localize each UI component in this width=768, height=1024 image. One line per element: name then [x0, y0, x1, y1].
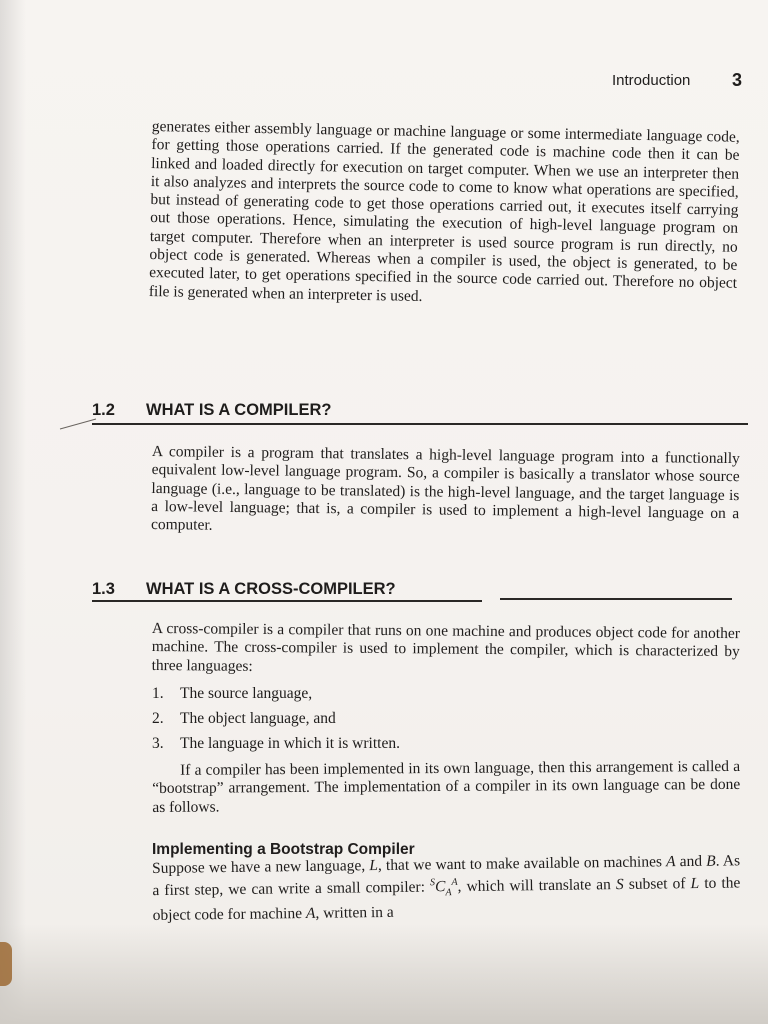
- text-segment: , which will translate an: [457, 876, 617, 896]
- list-item: [152, 735, 712, 760]
- list-item-number: 3.: [152, 735, 164, 752]
- cross-compiler-paragraph: A cross-compiler is a compiler that runs on one machine and produces object code for another machine. The cross-compiler is used to implement the compiler, which is characterized by three languages:: [151, 620, 740, 675]
- text-segment: Suppose we have a new language,: [152, 857, 370, 877]
- section-heading-1-3: [92, 580, 740, 606]
- text-segment: , written in a: [315, 903, 394, 922]
- compiler-definition-paragraph: A compiler is a program that translates a high-level language program into a functionally equivalent low-level language program. So, a compiler is basically a translator whose source language (i.e., language to be translated) is the high-level language, and the target language is a low-level language; that is, a compiler is used to implement a high-level language on a computer.: [150, 443, 740, 534]
- text-segment: and: [675, 852, 707, 871]
- variable-L: L: [369, 857, 379, 875]
- notation-source-superscript: S: [429, 877, 436, 889]
- section-rule: [92, 600, 482, 602]
- notation-target-superscript: A: [451, 877, 458, 889]
- section-heading-1-2: [92, 401, 740, 427]
- text-segment: , that we want to make available on machines: [377, 853, 667, 875]
- list-item: [152, 710, 712, 735]
- variable-S: S: [615, 876, 624, 894]
- notation-written-subscript: A: [445, 887, 452, 899]
- bootstrap-paragraph: If a compiler has been implemented in its own language, then this arrangement is called a “bootstrap” arrangement. The implementation of a compiler in its own language can be done as follows.: [152, 757, 741, 816]
- text-segment: . As a first step, we can write a small compiler:: [152, 852, 741, 900]
- variable-L: L: [690, 875, 700, 893]
- list-item-text: The language in which it is written.: [180, 735, 400, 752]
- list-item: [152, 685, 712, 710]
- list-item-number: 1.: [152, 685, 164, 702]
- page-bottom-shadow: [0, 924, 768, 1024]
- intro-paragraph: generates either assembly language or machine language or some intermediate language code, for getting those operations carried. If the generated code is machine code then it can be linked and loaded directly for execution on target computer. When we use an interpreter then it also analyzes and interprets the source code to come to know what operations are specified, but instead of generating code to get those operations carried out, it executes itself carrying out those operations. Hence, simulating the execution of high-level language program on target computer. Therefore when an interpreter is used source program is run directly, no object code is generated. Whereas when a compiler is used, the object is generated, to be executed later, to get operations specified in the source code carried out. Therefore no object file is generated when an interpreter is used.: [148, 118, 740, 305]
- variable-B: B: [706, 852, 716, 870]
- list-item-number: 2.: [152, 710, 164, 727]
- subsection-heading: Implementing a Bootstrap Compiler: [152, 841, 415, 858]
- language-list: [152, 685, 712, 760]
- page-number: 3: [732, 70, 743, 90]
- section-number: 1.3: [92, 580, 115, 598]
- text-segment: to the object code for machine: [152, 874, 741, 924]
- text-segment: subset of: [623, 875, 691, 894]
- section-number: 1.2: [92, 401, 115, 419]
- variable-A: A: [305, 904, 316, 922]
- list-item-text: The source language,: [180, 685, 313, 702]
- page-gutter-shadow: [0, 0, 26, 1024]
- section-rule: [500, 598, 732, 600]
- section-title: WHAT IS A CROSS-COMPILER?: [146, 580, 396, 598]
- list-item-text: The object language, and: [180, 710, 336, 727]
- running-title: Introduction: [612, 72, 691, 89]
- bootstrap-compiler-paragraph: [152, 852, 741, 925]
- section-title: WHAT IS A COMPILER?: [146, 401, 332, 419]
- compiler-notation: [429, 877, 458, 899]
- variable-A: A: [665, 853, 676, 871]
- binder-edge: [0, 942, 12, 986]
- notation-compiler: C: [434, 878, 446, 896]
- section-rule: [92, 423, 748, 425]
- running-header: [600, 70, 750, 94]
